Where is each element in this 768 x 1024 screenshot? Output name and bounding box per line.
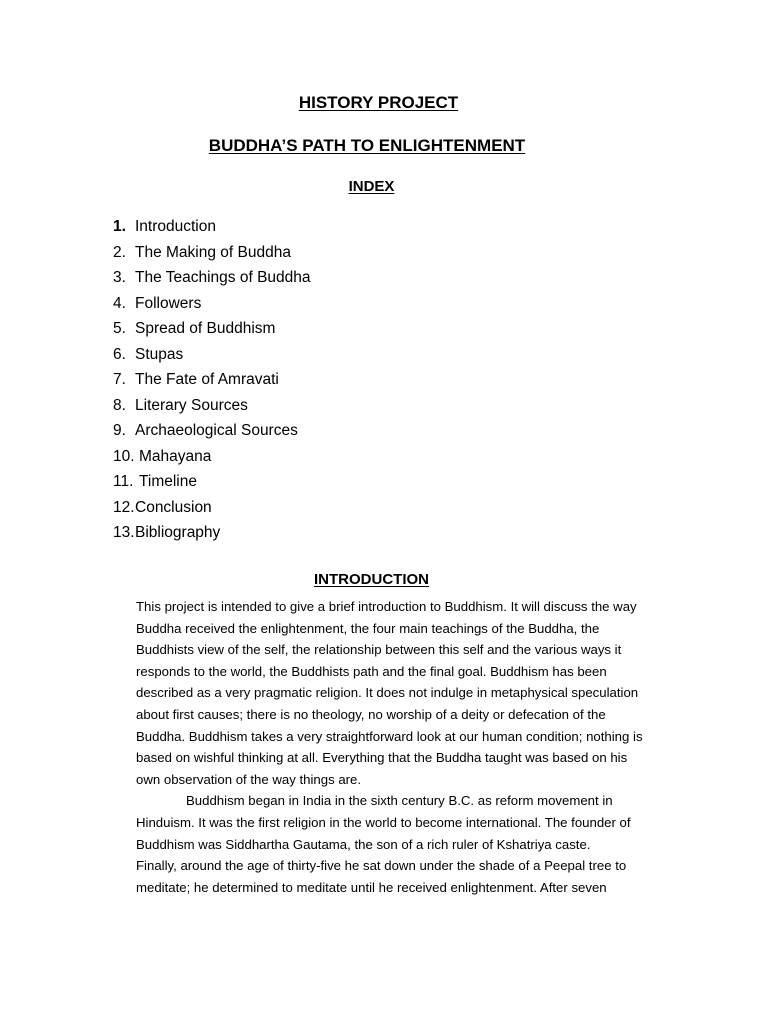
index-item [113, 214, 311, 240]
index-label: The Making of Buddha [135, 243, 291, 261]
index-number: 8. [113, 396, 126, 414]
index-number: 7. [113, 371, 126, 388]
index-number: 4. [113, 294, 126, 312]
index-number: 12. [113, 498, 135, 516]
body-line: responds to the world, the Buddhists path and the final goal. Buddhism has been [136, 663, 607, 679]
index-item [113, 367, 311, 393]
index-label: Stupas [135, 345, 184, 363]
body-line: Hinduism. It was the first religion in the world to become international. The founder of [136, 814, 631, 830]
index-number: 2. [113, 243, 126, 261]
document-subtitle: BUDDHA’S PATH TO ENLIGHTENMENT [208, 136, 526, 155]
index-label: Mahayana [139, 447, 212, 465]
index-item [113, 444, 311, 470]
index-label: Introduction [135, 218, 216, 235]
introduction-heading: INTRODUCTION [314, 571, 429, 588]
body-line: about first causes; there is no theology, no worship of a deity or defecation of the [136, 706, 606, 722]
index-item [113, 520, 311, 546]
index-label: The Teachings of Buddha [135, 269, 311, 286]
index-item [113, 265, 311, 291]
index-item [113, 342, 311, 368]
body-line: described as a very pragmatic religion. It does not indulge in metaphysical speculation [136, 685, 639, 701]
index-item [113, 469, 311, 495]
index-number: 6. [113, 345, 126, 363]
document-title: HISTORY PROJECT [298, 93, 459, 112]
index-heading: INDEX [348, 178, 395, 195]
body-line: Buddha. Buddhism takes a very straightforward look at our human condition; nothing is [136, 728, 643, 744]
body-line: based on wishful thinking at all. Everything that the Buddha taught was based on his [136, 750, 628, 766]
body-line: meditate; he determined to meditate until he received enlightenment. After seven [136, 879, 607, 895]
index-label: Timeline [139, 473, 197, 490]
index-label: Archaeological Sources [135, 422, 298, 439]
index-item [113, 418, 311, 444]
body-line: own observation of the way things are. [136, 771, 362, 787]
introduction-body [136, 596, 676, 898]
index-number: 1. [113, 218, 126, 235]
index-number: 3. [113, 269, 126, 286]
index-number: 11. [113, 473, 134, 490]
index-number: 5. [113, 320, 126, 337]
index-label: Spread of Buddhism [135, 320, 276, 337]
index-number: 13. [113, 524, 135, 541]
body-line: Buddhism began in India in the sixth century B.C. as reform movement in [186, 793, 613, 809]
body-line: Buddhism was Siddhartha Gautama, the son of a rich ruler of Kshatriya caste. [136, 836, 591, 852]
index-label: Followers [135, 294, 202, 312]
index-list [113, 214, 311, 546]
index-item [113, 393, 311, 419]
body-line: This project is intended to give a brief introduction to Buddhism. It will discuss the way [136, 599, 637, 614]
index-label: The Fate of Amravati [135, 371, 279, 388]
index-item [113, 291, 311, 317]
body-line: Finally, around the age of thirty-five he sat down under the shade of a Peepal tree to [136, 858, 627, 874]
index-label: Conclusion [135, 498, 212, 516]
index-number: 10. [113, 447, 135, 465]
index-label: Bibliography [135, 524, 221, 541]
index-item [113, 240, 311, 266]
index-label: Literary Sources [135, 396, 248, 414]
body-line: Buddhists view of the self, the relationship between this self and the various ways it [136, 642, 622, 658]
index-number: 9. [113, 422, 126, 439]
index-item [113, 316, 311, 342]
index-item [113, 495, 311, 521]
body-line: Buddha received the enlightenment, the four main teachings of the Buddha, the [136, 620, 600, 636]
